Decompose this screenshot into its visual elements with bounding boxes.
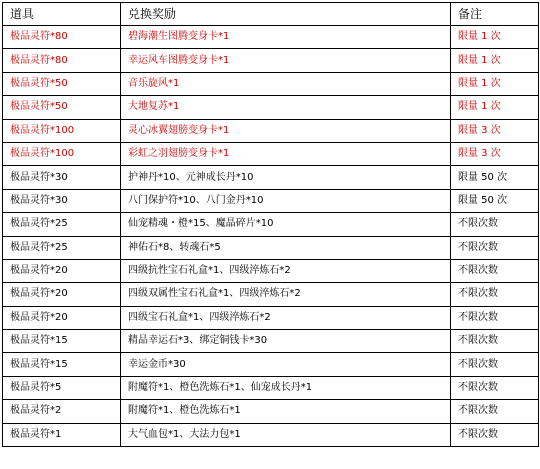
cell-note: 不限次数 (451, 353, 539, 376)
cell-item: 极品灵符*20 (3, 306, 121, 329)
table-row (3, 96, 539, 119)
cell-note: 限量 1 次 (451, 26, 539, 49)
cell-item: 极品灵符*30 (3, 189, 121, 212)
cell-item: 极品灵符*2 (3, 400, 121, 423)
cell-note: 不限次数 (451, 376, 539, 399)
cell-note: 不限次数 (451, 330, 539, 353)
cell-note: 不限次数 (451, 213, 539, 236)
cell-reward: 神佑石*8、转魂石*5 (121, 236, 451, 259)
cell-note: 不限次数 (451, 400, 539, 423)
table-row (3, 283, 539, 306)
table-row (3, 236, 539, 259)
cell-item: 极品灵符*100 (3, 142, 121, 165)
cell-reward: 音乐旋风*1 (121, 72, 451, 95)
cell-item: 极品灵符*1 (3, 423, 121, 446)
table-body (3, 26, 539, 447)
cell-note: 限量 1 次 (451, 49, 539, 72)
table-row (3, 330, 539, 353)
cell-reward: 灵心冰翼翅膀变身卡*1 (121, 119, 451, 142)
cell-reward: 附魔符*1、橙色洗炼石*1 (121, 400, 451, 423)
header-note: 备注 (451, 3, 539, 26)
table-row (3, 26, 539, 49)
table-row (3, 423, 539, 446)
cell-reward: 附魔符*1、橙色洗炼石*1、仙宠成长丹*1 (121, 376, 451, 399)
table-row (3, 49, 539, 72)
cell-reward: 大地复苏*1 (121, 96, 451, 119)
table-row (3, 353, 539, 376)
cell-item: 极品灵符*5 (3, 376, 121, 399)
cell-reward: 护神丹*10、元神成长丹*10 (121, 166, 451, 189)
cell-note: 限量 1 次 (451, 72, 539, 95)
cell-item: 极品灵符*20 (3, 283, 121, 306)
cell-note: 限量 3 次 (451, 119, 539, 142)
cell-reward: 仙宠精魂・橙*15、魔晶碎片*10 (121, 213, 451, 236)
reward-table-container (2, 2, 539, 447)
exchange-reward-table (2, 2, 539, 447)
table-row (3, 259, 539, 282)
cell-item: 极品灵符*30 (3, 166, 121, 189)
cell-reward: 幸运风车图腾变身卡*1 (121, 49, 451, 72)
table-row (3, 189, 539, 212)
header-item: 道具 (3, 3, 121, 26)
cell-note: 限量 1 次 (451, 96, 539, 119)
cell-item: 极品灵符*15 (3, 330, 121, 353)
cell-reward: 大气血包*1、大法力包*1 (121, 423, 451, 446)
cell-item: 极品灵符*80 (3, 26, 121, 49)
cell-note: 限量 3 次 (451, 142, 539, 165)
cell-reward: 四级双属性宝石礼盒*1、四级淬炼石*2 (121, 283, 451, 306)
cell-note: 不限次数 (451, 423, 539, 446)
table-row (3, 72, 539, 95)
cell-note: 限量 50 次 (451, 166, 539, 189)
cell-note: 不限次数 (451, 259, 539, 282)
cell-item: 极品灵符*100 (3, 119, 121, 142)
cell-item: 极品灵符*50 (3, 72, 121, 95)
header-reward: 兑换奖励 (121, 3, 451, 26)
table-row (3, 376, 539, 399)
cell-note: 不限次数 (451, 236, 539, 259)
cell-reward: 彩虹之羽翅膀变身卡*1 (121, 142, 451, 165)
table-row (3, 142, 539, 165)
table-row (3, 213, 539, 236)
cell-reward: 碧海潮生图腾变身卡*1 (121, 26, 451, 49)
cell-note: 不限次数 (451, 283, 539, 306)
table-row (3, 119, 539, 142)
table-row (3, 400, 539, 423)
cell-reward: 精品幸运石*3、绑定铜钱卡*30 (121, 330, 451, 353)
cell-item: 极品灵符*25 (3, 213, 121, 236)
cell-reward: 四级抗性宝石礼盒*1、四级淬炼石*2 (121, 259, 451, 282)
table-row (3, 306, 539, 329)
cell-reward: 四级宝石礼盒*1、四级淬炼石*2 (121, 306, 451, 329)
cell-item: 极品灵符*80 (3, 49, 121, 72)
cell-note: 限量 50 次 (451, 189, 539, 212)
cell-reward: 幸运金币*30 (121, 353, 451, 376)
cell-item: 极品灵符*15 (3, 353, 121, 376)
cell-reward: 八门保护符*10、八门金丹*10 (121, 189, 451, 212)
table-row (3, 166, 539, 189)
cell-item: 极品灵符*25 (3, 236, 121, 259)
table-header-row (3, 3, 539, 26)
cell-item: 极品灵符*20 (3, 259, 121, 282)
cell-note: 不限次数 (451, 306, 539, 329)
cell-item: 极品灵符*50 (3, 96, 121, 119)
